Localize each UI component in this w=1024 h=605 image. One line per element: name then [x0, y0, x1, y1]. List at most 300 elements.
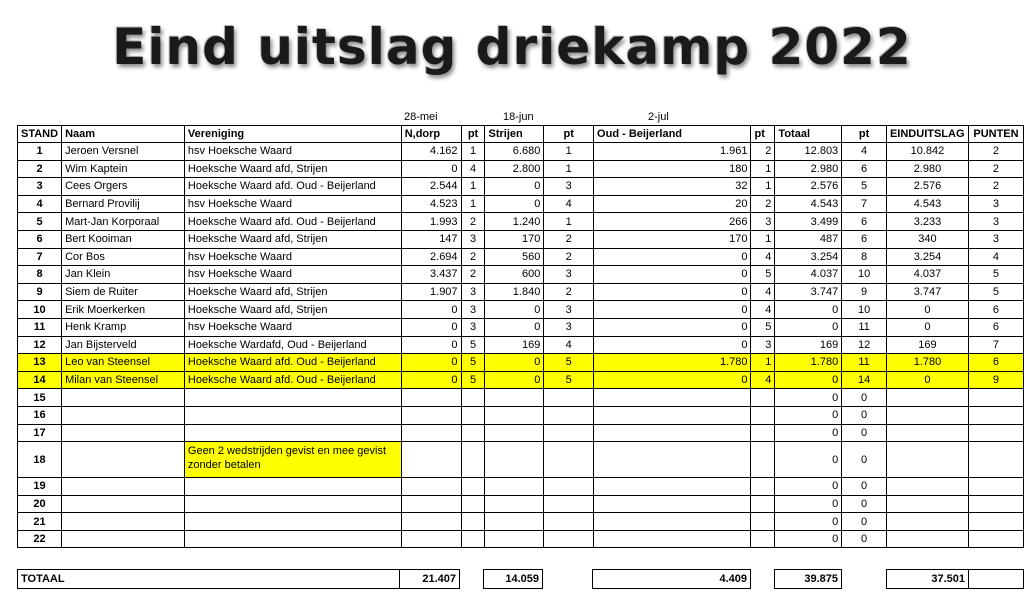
table-row: [18, 143, 1024, 161]
cell-n-dorp: [401, 530, 461, 548]
cell-stand: 16: [18, 406, 62, 424]
cell-vereniging: hsv Hoeksche Waard: [184, 143, 401, 161]
cell-einduitslag: 4.543: [886, 195, 968, 213]
cell-naam: Leo van Steensel: [62, 354, 185, 372]
cell-pt-strijen: [544, 424, 594, 442]
cell-pt-oud-beijerland: [751, 406, 775, 424]
page-title: Eind uitslag driekamp 2022: [112, 18, 912, 76]
totals-label: TOTAAL: [18, 570, 400, 589]
cell-pt-totaal: 11: [842, 318, 887, 336]
cell-strijen: 0: [485, 195, 544, 213]
cell-strijen: [485, 442, 544, 478]
cell-oud-beijerland: [594, 495, 751, 513]
cell-totaal: 2.576: [775, 178, 842, 196]
cell-einduitslag: 0: [886, 301, 968, 319]
cell-pt-strijen: 5: [544, 354, 594, 372]
cell-pt-n-dorp: 3: [461, 301, 485, 319]
cell-vereniging: hsv Hoeksche Waard: [184, 266, 401, 284]
cell-stand: 12: [18, 336, 62, 354]
cell-strijen: 6.680: [485, 143, 544, 161]
table-row: [18, 301, 1024, 319]
cell-strijen: 0: [485, 318, 544, 336]
cell-punten: 9: [968, 371, 1023, 389]
cell-pt-n-dorp: 4: [461, 160, 485, 178]
cell-stand: 8: [18, 266, 62, 284]
cell-oud-beijerland: 0: [594, 248, 751, 266]
cell-naam: [62, 424, 185, 442]
cell-naam: [62, 389, 185, 407]
table-row: [18, 283, 1024, 301]
cell-punten: 3: [968, 213, 1023, 231]
cell-naam: Jeroen Versnel: [62, 143, 185, 161]
cell-einduitslag: 0: [886, 371, 968, 389]
cell-totaal: 0: [775, 530, 842, 548]
cell-totaal: 4.543: [775, 195, 842, 213]
cell-pt-totaal: 8: [842, 248, 887, 266]
cell-n-dorp: 0: [401, 301, 461, 319]
cell-pt-totaal: 0: [842, 513, 887, 531]
cell-pt-strijen: [544, 389, 594, 407]
table-row: [18, 266, 1024, 284]
cell-stand: 1: [18, 143, 62, 161]
table-row: [18, 213, 1024, 231]
cell-totaal: 12.803: [775, 143, 842, 161]
cell-pt-strijen: 1: [544, 160, 594, 178]
cell-punten: 5: [968, 283, 1023, 301]
cell-pt-oud-beijerland: [751, 513, 775, 531]
cell-n-dorp: 1.993: [401, 213, 461, 231]
cell-vereniging: Hoeksche Waard afd, Strijen: [184, 283, 401, 301]
cell-totaal: 0: [775, 301, 842, 319]
table-row: [18, 495, 1024, 513]
cell-pt-totaal: 5: [842, 178, 887, 196]
cell-oud-beijerland: 266: [594, 213, 751, 231]
cell-totaal: 0: [775, 424, 842, 442]
cell-pt-n-dorp: 3: [461, 283, 485, 301]
cell-einduitslag: 169: [886, 336, 968, 354]
cell-einduitslag: 1.780: [886, 354, 968, 372]
cell-pt-totaal: 0: [842, 389, 887, 407]
cell-pt-strijen: 3: [544, 178, 594, 196]
cell-pt-n-dorp: [461, 530, 485, 548]
cell-totaal: 0: [775, 371, 842, 389]
cell-naam: Erik Moerkerken: [62, 301, 185, 319]
col-pt: pt: [544, 126, 594, 143]
cell-einduitslag: [886, 478, 968, 496]
cell-einduitslag: 3.233: [886, 213, 968, 231]
total-totaal: 39.875: [775, 570, 842, 589]
cell-pt-oud-beijerland: 4: [751, 301, 775, 319]
cell-naam: Cees Orgers: [62, 178, 185, 196]
cell-stand: 15: [18, 389, 62, 407]
col-pt: pt: [842, 126, 887, 143]
cell-naam: [62, 513, 185, 531]
cell-n-dorp: [401, 513, 461, 531]
table-row: [18, 513, 1024, 531]
cell-totaal: 3.747: [775, 283, 842, 301]
cell-oud-beijerland: 32: [594, 178, 751, 196]
cell-pt-totaal: 0: [842, 478, 887, 496]
cell-strijen: 0: [485, 354, 544, 372]
cell-totaal: 0: [775, 442, 842, 478]
cell-pt-strijen: [544, 442, 594, 478]
cell-pt-n-dorp: [461, 406, 485, 424]
cell-totaal: 0: [775, 389, 842, 407]
cell-vereniging: [184, 513, 401, 531]
cell-strijen: [485, 424, 544, 442]
cell-oud-beijerland: [594, 424, 751, 442]
cell-pt-strijen: 5: [544, 371, 594, 389]
cell-n-dorp: 0: [401, 318, 461, 336]
cell-pt-strijen: 3: [544, 301, 594, 319]
cell-n-dorp: 0: [401, 160, 461, 178]
cell-strijen: 0: [485, 371, 544, 389]
table-row: [18, 318, 1024, 336]
cell-totaal: 1.780: [775, 354, 842, 372]
table-row: [18, 389, 1024, 407]
date-oud-beijerland: 2-jul: [648, 111, 669, 123]
cell-einduitslag: [886, 406, 968, 424]
table-row: [18, 406, 1024, 424]
cell-vereniging: [184, 495, 401, 513]
cell-einduitslag: 3.254: [886, 248, 968, 266]
cell-pt-n-dorp: 5: [461, 371, 485, 389]
table-row: [18, 248, 1024, 266]
cell-pt-oud-beijerland: 5: [751, 318, 775, 336]
col-naam: Naam: [62, 126, 185, 143]
cell-punten: 6: [968, 318, 1023, 336]
cell-oud-beijerland: 1.961: [594, 143, 751, 161]
cell-totaal: 0: [775, 478, 842, 496]
cell-pt-totaal: 0: [842, 442, 887, 478]
cell-vereniging: Hoeksche Waard afd, Strijen: [184, 160, 401, 178]
cell-vereniging: [184, 406, 401, 424]
cell-einduitslag: [886, 513, 968, 531]
col-punten: PUNTEN: [968, 126, 1023, 143]
cell-pt-oud-beijerland: 4: [751, 248, 775, 266]
cell-pt-n-dorp: 3: [461, 230, 485, 248]
cell-oud-beijerland: [594, 530, 751, 548]
cell-n-dorp: 2.694: [401, 248, 461, 266]
cell-n-dorp: 3.437: [401, 266, 461, 284]
cell-pt-strijen: 1: [544, 213, 594, 231]
cell-vereniging: hsv Hoeksche Waard: [184, 195, 401, 213]
cell-pt-n-dorp: [461, 478, 485, 496]
cell-pt-totaal: 0: [842, 495, 887, 513]
cell-vereniging: Hoeksche Waard afd, Strijen: [184, 230, 401, 248]
cell-pt-n-dorp: 1: [461, 143, 485, 161]
cell-punten: [968, 495, 1023, 513]
cell-stand: 14: [18, 371, 62, 389]
cell-totaal: 3.254: [775, 248, 842, 266]
cell-pt-totaal: 12: [842, 336, 887, 354]
cell-pt-strijen: 3: [544, 318, 594, 336]
cell-naam: Siem de Ruiter: [62, 283, 185, 301]
date-strijen: 18-jun: [503, 111, 534, 123]
cell-naam: Mart-Jan Korporaal: [62, 213, 185, 231]
cell-pt-n-dorp: 3: [461, 318, 485, 336]
cell-stand: 6: [18, 230, 62, 248]
total-gap: [751, 570, 775, 589]
cell-pt-n-dorp: 1: [461, 195, 485, 213]
cell-n-dorp: [401, 442, 461, 478]
cell-vereniging: hsv Hoeksche Waard: [184, 248, 401, 266]
total-gap: [969, 570, 1024, 589]
cell-strijen: [485, 478, 544, 496]
cell-strijen: 1.240: [485, 213, 544, 231]
cell-pt-totaal: 7: [842, 195, 887, 213]
cell-pt-totaal: 4: [842, 143, 887, 161]
cell-naam: Henk Kramp: [62, 318, 185, 336]
totals-table: [17, 569, 1024, 589]
cell-pt-strijen: [544, 513, 594, 531]
cell-pt-strijen: 2: [544, 283, 594, 301]
cell-einduitslag: 3.747: [886, 283, 968, 301]
cell-naam: Milan van Steensel: [62, 371, 185, 389]
totals-row: [18, 570, 1024, 589]
cell-strijen: [485, 530, 544, 548]
cell-einduitslag: 4.037: [886, 266, 968, 284]
cell-einduitslag: 10.842: [886, 143, 968, 161]
cell-oud-beijerland: 20: [594, 195, 751, 213]
cell-punten: 4: [968, 248, 1023, 266]
cell-pt-oud-beijerland: [751, 424, 775, 442]
cell-pt-oud-beijerland: 3: [751, 336, 775, 354]
cell-pt-oud-beijerland: [751, 495, 775, 513]
cell-stand: 5: [18, 213, 62, 231]
header-row: [18, 126, 1024, 143]
cell-pt-oud-beijerland: [751, 389, 775, 407]
cell-pt-strijen: [544, 406, 594, 424]
table-row: [18, 442, 1024, 478]
col-pt: pt: [461, 126, 485, 143]
cell-totaal: 169: [775, 336, 842, 354]
cell-stand: 10: [18, 301, 62, 319]
col-einduitslag: EINDUITSLAG: [886, 126, 968, 143]
cell-pt-strijen: 2: [544, 248, 594, 266]
cell-oud-beijerland: 0: [594, 371, 751, 389]
cell-punten: [968, 530, 1023, 548]
cell-pt-oud-beijerland: 1: [751, 160, 775, 178]
cell-punten: 6: [968, 354, 1023, 372]
cell-stand: 20: [18, 495, 62, 513]
total-n-dorp: 21.407: [400, 570, 460, 589]
col-totaal: Totaal: [775, 126, 842, 143]
cell-totaal: 3.499: [775, 213, 842, 231]
cell-punten: 2: [968, 143, 1023, 161]
cell-totaal: 0: [775, 406, 842, 424]
cell-pt-oud-beijerland: [751, 442, 775, 478]
cell-einduitslag: 0: [886, 318, 968, 336]
cell-totaal: 0: [775, 495, 842, 513]
cell-oud-beijerland: 180: [594, 160, 751, 178]
cell-stand: 4: [18, 195, 62, 213]
cell-pt-n-dorp: 1: [461, 178, 485, 196]
cell-punten: [968, 442, 1023, 478]
cell-stand: 7: [18, 248, 62, 266]
table-row: [18, 530, 1024, 548]
cell-pt-totaal: 0: [842, 530, 887, 548]
cell-oud-beijerland: 1.780: [594, 354, 751, 372]
cell-pt-oud-beijerland: 4: [751, 283, 775, 301]
total-strijen: 14.059: [484, 570, 543, 589]
table-row: [18, 424, 1024, 442]
table-row: [18, 354, 1024, 372]
cell-vereniging: Hoeksche Waard afd. Oud - Beijerland: [184, 213, 401, 231]
table-row: [18, 478, 1024, 496]
cell-einduitslag: 340: [886, 230, 968, 248]
cell-pt-n-dorp: 2: [461, 213, 485, 231]
cell-vereniging: hsv Hoeksche Waard: [184, 318, 401, 336]
cell-pt-oud-beijerland: 2: [751, 143, 775, 161]
col-vereniging: Vereniging: [184, 126, 401, 143]
cell-strijen: 0: [485, 178, 544, 196]
cell-punten: 7: [968, 336, 1023, 354]
cell-oud-beijerland: [594, 478, 751, 496]
cell-pt-n-dorp: 5: [461, 336, 485, 354]
cell-punten: 3: [968, 230, 1023, 248]
cell-oud-beijerland: 0: [594, 301, 751, 319]
cell-strijen: 1.840: [485, 283, 544, 301]
cell-einduitslag: [886, 530, 968, 548]
cell-stand: 2: [18, 160, 62, 178]
cell-pt-oud-beijerland: 4: [751, 371, 775, 389]
cell-oud-beijerland: [594, 389, 751, 407]
cell-pt-strijen: [544, 495, 594, 513]
cell-einduitslag: 2.576: [886, 178, 968, 196]
cell-vereniging: [184, 530, 401, 548]
cell-punten: [968, 478, 1023, 496]
cell-einduitslag: [886, 442, 968, 478]
cell-pt-totaal: 0: [842, 406, 887, 424]
table-row: [18, 195, 1024, 213]
cell-pt-oud-beijerland: [751, 530, 775, 548]
cell-pt-strijen: 4: [544, 336, 594, 354]
cell-naam: Wim Kaptein: [62, 160, 185, 178]
cell-pt-n-dorp: [461, 495, 485, 513]
cell-pt-n-dorp: 2: [461, 266, 485, 284]
cell-punten: 5: [968, 266, 1023, 284]
col-oud-beijerland: Oud - Beijerland: [594, 126, 751, 143]
cell-naam: [62, 478, 185, 496]
cell-einduitslag: 2.980: [886, 160, 968, 178]
cell-stand: 3: [18, 178, 62, 196]
cell-oud-beijerland: 170: [594, 230, 751, 248]
cell-vereniging: Hoeksche Waard afd. Oud - Beijerland: [184, 178, 401, 196]
cell-totaal: 0: [775, 513, 842, 531]
cell-strijen: [485, 389, 544, 407]
cell-pt-oud-beijerland: 1: [751, 230, 775, 248]
cell-pt-totaal: 0: [842, 424, 887, 442]
cell-einduitslag: [886, 424, 968, 442]
cell-oud-beijerland: [594, 442, 751, 478]
cell-vereniging: [184, 389, 401, 407]
cell-strijen: 169: [485, 336, 544, 354]
cell-naam: Jan Bijsterveld: [62, 336, 185, 354]
cell-pt-totaal: 6: [842, 230, 887, 248]
cell-strijen: 0: [485, 301, 544, 319]
cell-n-dorp: [401, 406, 461, 424]
cell-pt-oud-beijerland: 1: [751, 354, 775, 372]
cell-punten: 2: [968, 178, 1023, 196]
cell-oud-beijerland: 0: [594, 283, 751, 301]
cell-n-dorp: [401, 424, 461, 442]
cell-stand: 13: [18, 354, 62, 372]
cell-punten: [968, 424, 1023, 442]
cell-vereniging: [184, 478, 401, 496]
cell-strijen: 600: [485, 266, 544, 284]
cell-n-dorp: 1.907: [401, 283, 461, 301]
cell-punten: [968, 513, 1023, 531]
total-gap: [460, 570, 484, 589]
cell-naam: [62, 406, 185, 424]
cell-pt-oud-beijerland: 1: [751, 178, 775, 196]
cell-punten: 3: [968, 195, 1023, 213]
cell-pt-totaal: 9: [842, 283, 887, 301]
cell-stand: 22: [18, 530, 62, 548]
cell-naam: Jan Klein: [62, 266, 185, 284]
cell-pt-n-dorp: [461, 442, 485, 478]
cell-pt-n-dorp: 5: [461, 354, 485, 372]
cell-pt-strijen: 3: [544, 266, 594, 284]
cell-n-dorp: 147: [401, 230, 461, 248]
cell-pt-strijen: 4: [544, 195, 594, 213]
cell-pt-n-dorp: [461, 389, 485, 407]
cell-pt-n-dorp: [461, 424, 485, 442]
table-row: [18, 160, 1024, 178]
cell-strijen: [485, 406, 544, 424]
cell-stand: 21: [18, 513, 62, 531]
cell-n-dorp: 0: [401, 354, 461, 372]
results-table: [17, 125, 1024, 548]
cell-naam: [62, 442, 185, 478]
cell-strijen: 560: [485, 248, 544, 266]
cell-naam: Bernard Provilij: [62, 195, 185, 213]
col-n-dorp: N,dorp: [401, 126, 461, 143]
cell-punten: [968, 406, 1023, 424]
cell-stand: 17: [18, 424, 62, 442]
table-row: [18, 230, 1024, 248]
col-stand: STAND: [18, 126, 62, 143]
cell-stand: 9: [18, 283, 62, 301]
cell-n-dorp: 0: [401, 336, 461, 354]
cell-stand: 11: [18, 318, 62, 336]
col-pt: pt: [751, 126, 775, 143]
cell-n-dorp: 2.544: [401, 178, 461, 196]
table-row: [18, 178, 1024, 196]
cell-pt-n-dorp: 2: [461, 248, 485, 266]
note-cell: Geen 2 wedstrijden gevist en mee gevist zonder betalen: [184, 442, 401, 478]
date-n-dorp: 28-mei: [404, 111, 438, 123]
cell-pt-totaal: 10: [842, 266, 887, 284]
cell-pt-oud-beijerland: 5: [751, 266, 775, 284]
cell-naam: Bert Kooiman: [62, 230, 185, 248]
cell-pt-totaal: 6: [842, 160, 887, 178]
cell-pt-oud-beijerland: [751, 478, 775, 496]
cell-pt-oud-beijerland: 2: [751, 195, 775, 213]
cell-stand: 18: [18, 442, 62, 478]
cell-vereniging: [184, 424, 401, 442]
cell-totaal: 0: [775, 318, 842, 336]
cell-totaal: 2.980: [775, 160, 842, 178]
cell-punten: 2: [968, 160, 1023, 178]
table-row: [18, 336, 1024, 354]
total-einduitslag: 37.501: [887, 570, 969, 589]
cell-einduitslag: [886, 389, 968, 407]
cell-naam: [62, 530, 185, 548]
cell-punten: 6: [968, 301, 1023, 319]
cell-n-dorp: [401, 478, 461, 496]
